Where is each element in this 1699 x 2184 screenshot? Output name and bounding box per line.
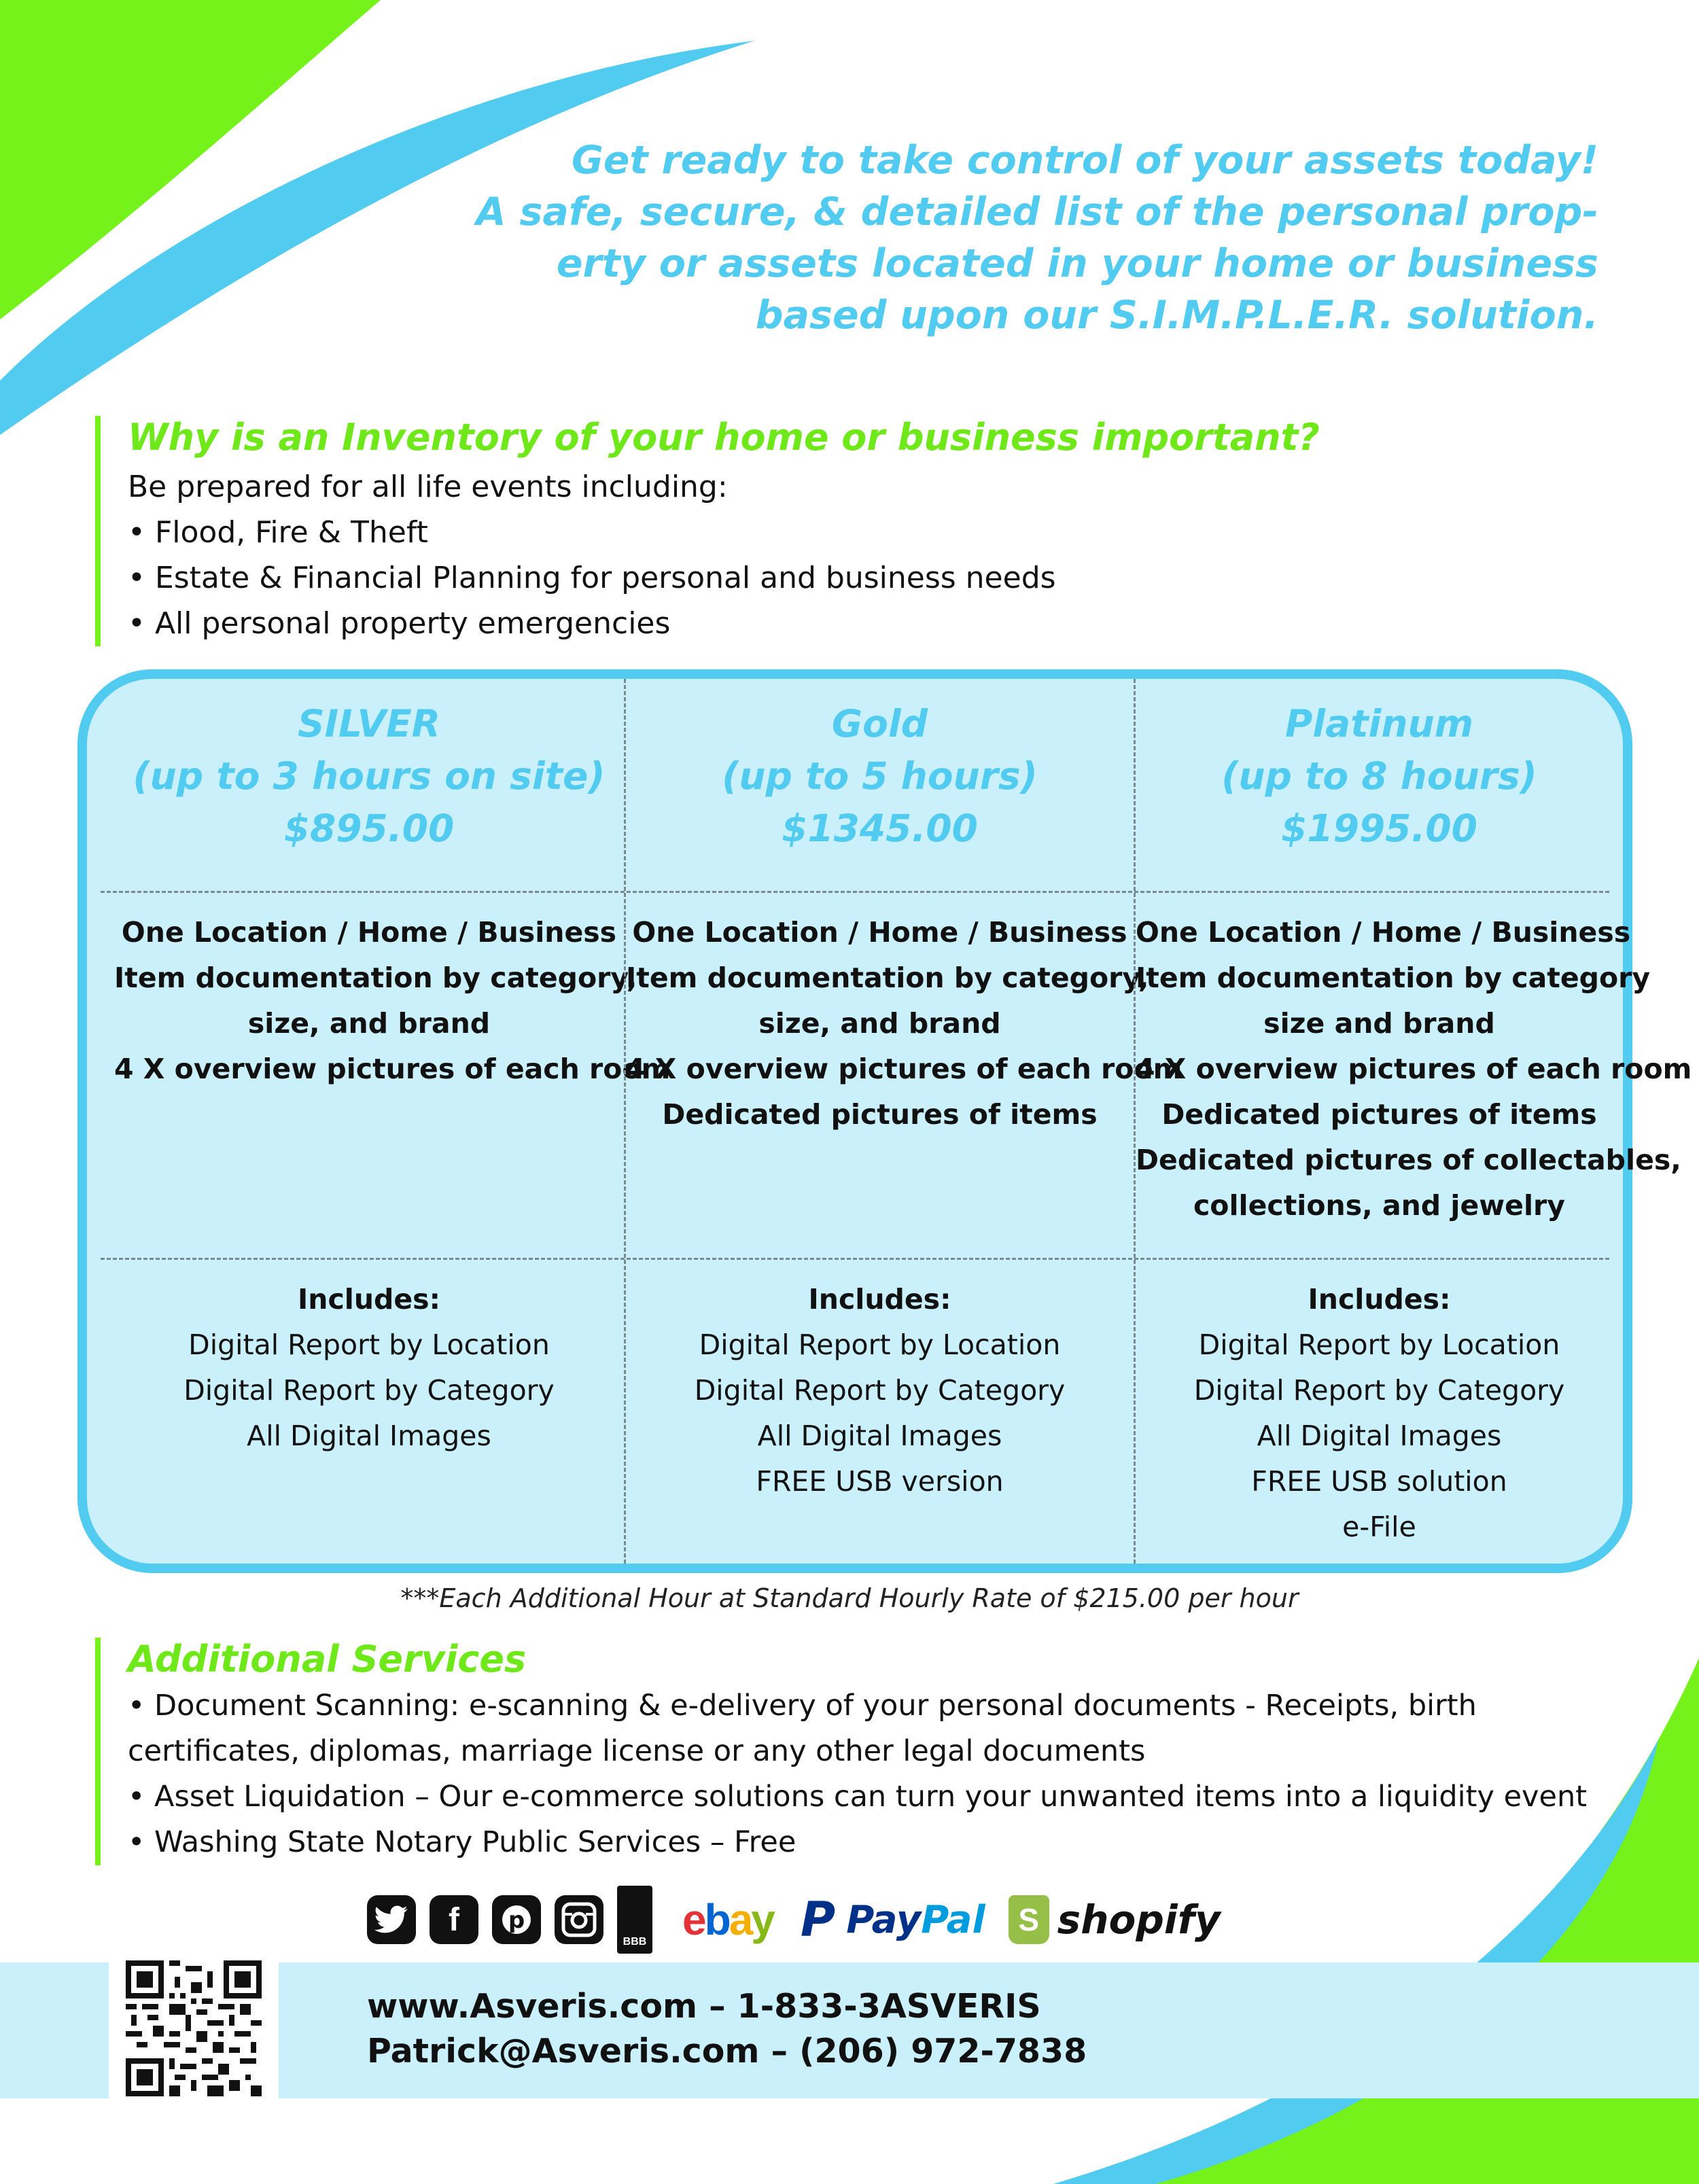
- include-line: Digital Report by Location: [1198, 1328, 1560, 1361]
- tier-platinum: [1134, 679, 1692, 1564]
- tier-header: [114, 698, 624, 883]
- pricing-table: [77, 669, 1692, 1573]
- feature-line: Item documentation by category,: [114, 962, 637, 994]
- email-phone[interactable]: Patrick@Asveris.com – (206) 972-7838: [367, 2032, 1087, 2071]
- includes-label: Includes:: [808, 1283, 951, 1316]
- twitter-icon[interactable]: [367, 1895, 416, 1944]
- ebay-letter: a: [729, 1895, 752, 1944]
- feature-line: Dedicated pictures of items: [1161, 1098, 1597, 1131]
- logo-row: [367, 1882, 1221, 1957]
- include-line: Digital Report by Category: [1193, 1374, 1565, 1407]
- additional-list: [128, 1683, 1623, 1865]
- tier-header: [626, 698, 1134, 883]
- includes-label: Includes:: [1308, 1283, 1451, 1316]
- pinterest-icon[interactable]: [492, 1895, 541, 1944]
- header-tagline: [443, 135, 1598, 341]
- include-line: e-File: [1342, 1511, 1416, 1543]
- bbb-accredited-logo: BBB: [617, 1886, 652, 1954]
- paypal-logo: [801, 1892, 985, 1948]
- include-line: FREE USB solution: [1251, 1465, 1507, 1498]
- why-section: [95, 416, 1320, 646]
- tier-price: $1995.00: [1281, 807, 1477, 850]
- svg-text:p: p: [508, 1907, 525, 1934]
- tagline-line: A safe, secure, & detailed list of the personal prop-: [476, 190, 1598, 234]
- tier-includes: [1136, 1277, 1623, 1550]
- tagline-line: based upon our S.I.M.P.L.E.R. solution.: [755, 293, 1598, 338]
- tier-name: SILVER: [297, 702, 441, 745]
- include-line: Digital Report by Category: [183, 1374, 555, 1407]
- list-item: • Flood, Fire & Theft: [128, 515, 428, 550]
- include-line: All Digital Images: [1257, 1420, 1502, 1452]
- tier-duration: (up to 8 hours): [1221, 754, 1537, 798]
- feature-line: One Location / Home / Business: [121, 916, 617, 949]
- include-line: Digital Report by Location: [188, 1328, 550, 1361]
- website-phone[interactable]: www.Asveris.com – 1-833-3ASVERIS: [367, 1987, 1041, 2026]
- includes-label: Includes:: [298, 1283, 440, 1316]
- tier-price: $1345.00: [782, 807, 978, 850]
- tier-gold: [624, 679, 1183, 1564]
- tier-duration: (up to 5 hours): [722, 754, 1038, 798]
- tier-silver: [114, 679, 671, 1564]
- feature-line: size, and brand: [758, 1007, 1001, 1040]
- include-line: Digital Report by Category: [694, 1374, 1066, 1407]
- list-item: • Asset Liquidation – Our e-commerce solutions can turn your unwanted items into a liquidity event: [128, 1780, 1588, 1814]
- paypal-text: Pay: [846, 1897, 922, 1942]
- include-line: All Digital Images: [757, 1420, 1002, 1452]
- why-heading: Why is an Inventory of your home or business important?: [128, 416, 1320, 459]
- feature-line: 4 X overview pictures of each room: [626, 1053, 1183, 1085]
- tier-price: $895.00: [283, 807, 455, 850]
- shopify-text: shopify: [1057, 1897, 1221, 1943]
- include-line: All Digital Images: [247, 1420, 491, 1452]
- feature-line: Item documentation by category,: [626, 962, 1149, 994]
- tier-name: Platinum: [1284, 702, 1474, 745]
- tier-header: [1136, 698, 1623, 883]
- list-item: • All personal property emergencies: [128, 606, 671, 641]
- tier-includes: [626, 1277, 1134, 1504]
- tier-includes: [114, 1277, 624, 1459]
- qr-code[interactable]: [126, 1960, 262, 2096]
- tier-name: Gold: [831, 702, 928, 745]
- feature-line: One Location / Home / Business: [1136, 916, 1631, 949]
- tier-duration: (up to 3 hours on site): [133, 754, 606, 798]
- paypal-mark-icon: P: [800, 1892, 836, 1948]
- tier-features: [626, 910, 1183, 1138]
- feature-line: One Location / Home / Business: [632, 916, 1127, 949]
- tier-features: [1136, 910, 1692, 1229]
- feature-line: size and brand: [1263, 1007, 1495, 1040]
- list-item: • Estate & Financial Planning for personal and business needs: [128, 561, 1056, 595]
- feature-line: size, and brand: [247, 1007, 491, 1040]
- list-item: • Document Scanning: e-scanning & e-delivery of your personal documents - Receipts, birth certificates, diplomas, marriage license or any other legal documents: [128, 1689, 1477, 1768]
- hourly-rate-footnote: ***Each Additional Hour at Standard Hourly Rate of $215.00 per hour: [400, 1583, 1299, 1613]
- include-line: FREE USB version: [756, 1465, 1004, 1498]
- feature-line: Item documentation by category: [1136, 962, 1651, 994]
- include-line: Digital Report by Location: [699, 1328, 1061, 1361]
- tagline-line: Get ready to take control of your assets today!: [571, 138, 1598, 183]
- ebay-letter: e: [682, 1895, 705, 1944]
- facebook-icon[interactable]: f: [430, 1895, 478, 1944]
- additional-services: [95, 1638, 1623, 1865]
- feature-line: Dedicated pictures of items: [662, 1098, 1098, 1131]
- contact-info: [367, 1984, 1087, 2074]
- additional-heading: Additional Services: [128, 1638, 527, 1680]
- tier-features: [114, 910, 671, 1092]
- feature-line: Dedicated pictures of collectables,: [1136, 1144, 1681, 1176]
- why-list: [128, 510, 1215, 646]
- ebay-logo: [682, 1895, 773, 1945]
- ebay-letter: y: [751, 1895, 773, 1944]
- shopify-logo: [1009, 1895, 1221, 1944]
- why-intro: Be prepared for all life events including:: [128, 470, 728, 504]
- shopify-bag-icon: S: [1009, 1895, 1049, 1944]
- feature-line: collections, and jewelry: [1193, 1189, 1565, 1222]
- instagram-icon[interactable]: [555, 1895, 603, 1944]
- feature-line: 4 X overview pictures of each room: [1136, 1053, 1692, 1085]
- list-item: • Washing State Notary Public Services – Free: [128, 1825, 796, 1859]
- feature-line: 4 X overview pictures of each room: [114, 1053, 671, 1085]
- ebay-letter: b: [704, 1895, 729, 1944]
- paypal-text: Pal: [921, 1897, 985, 1942]
- tagline-line: erty or assets located in your home or business: [556, 241, 1598, 286]
